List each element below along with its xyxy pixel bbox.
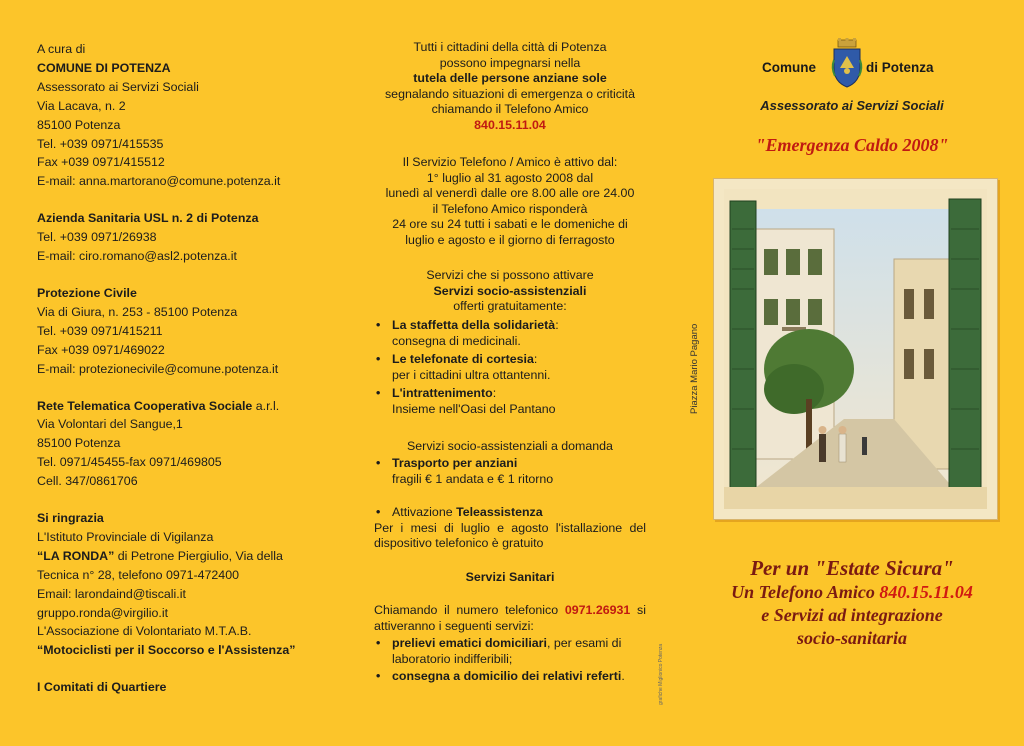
rete-city: 85100 Potenza — [37, 436, 121, 451]
service-title: La staffetta della solidarietà — [392, 318, 556, 332]
comune-address: Via Lacava, n. 2 — [37, 98, 126, 113]
service-desc: Insieme nell'Oasi del Pantano — [392, 401, 556, 416]
services-heading — [340, 268, 680, 315]
service-item — [374, 352, 654, 383]
protezione-email: E-mail: protezionecivile@comune.potenza.it — [37, 361, 279, 376]
service-item — [374, 318, 654, 349]
schedule-line-2: 1° luglio al 31 agosto 2008 dal — [426, 170, 594, 185]
telefono-amico-number: 840.15.11.04 — [474, 117, 546, 132]
rete-block — [37, 397, 340, 492]
services-line-1: Servizi che si possono attivare — [426, 268, 594, 282]
intro-line-2: possono impegnarsi nella — [439, 55, 581, 70]
thanks-line-7: “Motociclisti per il Soccorso e l'Assistenza” — [37, 643, 296, 658]
sanitari-title: Servizi Sanitari — [465, 570, 555, 584]
assessorato-subtitle: Assessorato ai Servizi Sociali — [760, 98, 944, 113]
service-sep: : — [533, 352, 538, 367]
schedule-line-4: il Telefono Amico risponderà — [432, 201, 588, 216]
protezione-tel: Tel. +039 0971/415211 — [37, 323, 163, 338]
coat-of-arms-icon — [829, 38, 865, 88]
tele-bold: Teleassistenza — [456, 505, 543, 519]
thanks-title: Si ringrazia — [37, 511, 104, 526]
protezione-block — [37, 284, 340, 379]
service-sep: : — [492, 386, 497, 401]
service-sep: : — [555, 318, 559, 332]
window-photo — [713, 178, 998, 520]
sanitari-item-rest: , per esami di laboratorio indifferibili; — [392, 636, 622, 666]
sanitari-post: si attiveranno i seguenti servizi: — [374, 603, 646, 633]
services-line-2: Servizi socio-assistenziali — [433, 283, 587, 298]
transport-desc: fragili € 1 andata e € 1 ritorno — [392, 471, 554, 486]
intro-line-5: chiamando il Telefono Amico — [431, 102, 589, 117]
promo-line-2-text: Un Telefono Amico — [731, 582, 880, 602]
sanitari-number: 0971.26931 — [564, 603, 631, 617]
rete-tel: Tel. 0971/45455-fax 0971/469805 — [37, 455, 222, 470]
on-demand-list — [374, 456, 654, 487]
contacts-column — [0, 0, 340, 746]
thanks-block — [37, 509, 340, 660]
asl-name: Azienda Sanitaria USL n. 2 di Potenza — [37, 211, 259, 226]
rete-title — [37, 397, 340, 416]
thanks-line-5: gruppo.ronda@virgilio.it — [37, 605, 169, 620]
sanitari-pre: Chiamando il numero telefonico — [374, 603, 565, 617]
comune-logo — [762, 38, 962, 88]
schedule-line-6: luglio e agosto e il giorno di ferragosto — [405, 232, 615, 247]
promo-phone-number: 840.15.11.04 — [879, 582, 973, 602]
intro-line-1: Tutti i cittadini della città di Potenza — [413, 40, 607, 54]
comune-name: COMUNE DI POTENZA — [37, 60, 171, 75]
protezione-address: Via di Giura, n. 253 - 85100 Potenza — [37, 304, 238, 319]
promo-title — [680, 555, 1024, 650]
schedule-line-1: Il Servizio Telefono / Amico è attivo dal: — [402, 155, 618, 169]
thanks-line-1: L'Istituto Provinciale di Vigilanza — [37, 529, 214, 544]
thanks-line-4: Email: larondaind@tiscali.it — [37, 586, 186, 601]
asl-email: E-mail: ciro.romano@asl2.potenza.it — [37, 249, 237, 264]
intro-text: A cura di — [37, 42, 86, 56]
asl-block — [37, 209, 340, 266]
rete-suffix: a.r.l. — [252, 398, 280, 413]
free-services-list — [374, 318, 654, 418]
promo-line-2 — [680, 581, 1024, 604]
print-credits: grafiche Miglionico Potenza — [658, 643, 664, 705]
comune-block — [37, 40, 340, 191]
intro-line-3: tutela delle persone anziane sole — [413, 71, 607, 86]
thanks-line-3: Tecnica n° 28, telefono 0971-472400 — [37, 567, 239, 582]
sanitari-item-title: prelievi ematici domiciliari — [392, 636, 547, 650]
teleassistenza-list — [374, 505, 646, 521]
comune-email: E-mail: anna.martorano@comune.potenza.it — [37, 174, 281, 189]
teleassistenza-item — [374, 505, 646, 521]
tele-prefix: Attivazione — [392, 505, 457, 519]
street-scene-illustration — [724, 189, 987, 509]
schedule-line-3: lunedì al venerdì dalle ore 8.00 alle ore 24.00 — [385, 186, 635, 201]
protezione-name: Protezione Civile — [37, 285, 137, 300]
protezione-fax: Fax +039 0971/469022 — [37, 342, 165, 357]
sanitari-list — [374, 636, 646, 685]
services-line-3: offerti gratuitamente: — [453, 299, 567, 314]
services-column — [340, 0, 680, 746]
sanitari-item — [374, 669, 646, 685]
logo-left-text: Comune — [762, 60, 816, 75]
promo-line-1: Per un "Estate Sicura" — [750, 556, 954, 580]
service-title: Le telefonate di cortesia — [392, 352, 534, 367]
comune-tel: Tel. +039 0971/415535 — [37, 136, 164, 151]
service-item — [374, 386, 654, 417]
intro-line-4: segnalando situazioni di emergenza o criticità — [384, 86, 636, 101]
transport-item — [374, 456, 654, 487]
comune-city: 85100 Potenza — [37, 117, 121, 132]
comitati-text: I Comitati di Quartiere — [37, 680, 167, 695]
service-desc: consegna di medicinali. — [392, 333, 521, 348]
promo-line-4: socio-sanitaria — [796, 628, 907, 648]
tele-desc: Per i mesi di luglio e agosto l'istallazione del dispositivo telefonico è gratuito — [374, 520, 646, 551]
intro-paragraph — [340, 40, 680, 134]
rete-address: Via Volontari del Sangue,1 — [37, 417, 183, 432]
sanitari-intro — [374, 603, 646, 634]
transport-title: Trasporto per anziani — [392, 456, 518, 470]
rete-name: Rete Telematica Cooperativa Sociale — [37, 398, 253, 413]
photo-caption: Piazza Mario Pagano — [689, 323, 700, 414]
asl-tel: Tel. +039 0971/26938 — [37, 230, 157, 245]
schedule-line-5: 24 ore su 24 tutti i sabati e le domeniche di — [392, 217, 628, 232]
on-demand-heading: Servizi socio-assistenziali a domanda — [407, 439, 613, 453]
promo-line-3: e Servizi ad integrazione — [761, 605, 943, 625]
comune-office: Assessorato ai Servizi Sociali — [37, 79, 199, 94]
sanitari-item-title: consegna a domicilio dei relativi referti — [392, 669, 622, 684]
sanitari-item — [374, 636, 646, 667]
emergenza-title: "Emergenza Caldo 2008" — [755, 135, 949, 155]
schedule-paragraph — [340, 155, 680, 249]
la-ronda-rest: di Petrone Piergiulio, Via della — [114, 548, 283, 563]
la-ronda: “LA RONDA” — [37, 548, 115, 563]
logo-right-text: di Potenza — [866, 60, 934, 75]
cover-column — [658, 0, 1024, 746]
sanitari-item-rest: . — [621, 669, 625, 684]
service-desc: per i cittadini ultra ottantenni. — [392, 367, 551, 382]
thanks-line-6: L'Associazione di Volontariato M.T.A.B. — [37, 624, 252, 639]
comune-fax: Fax +039 0971/415512 — [37, 155, 165, 170]
rete-cell: Cell. 347/0861706 — [37, 474, 138, 489]
service-title: L'intrattenimento — [392, 386, 493, 401]
thanks-line-2 — [37, 547, 340, 566]
teleassistenza-block — [374, 505, 646, 552]
